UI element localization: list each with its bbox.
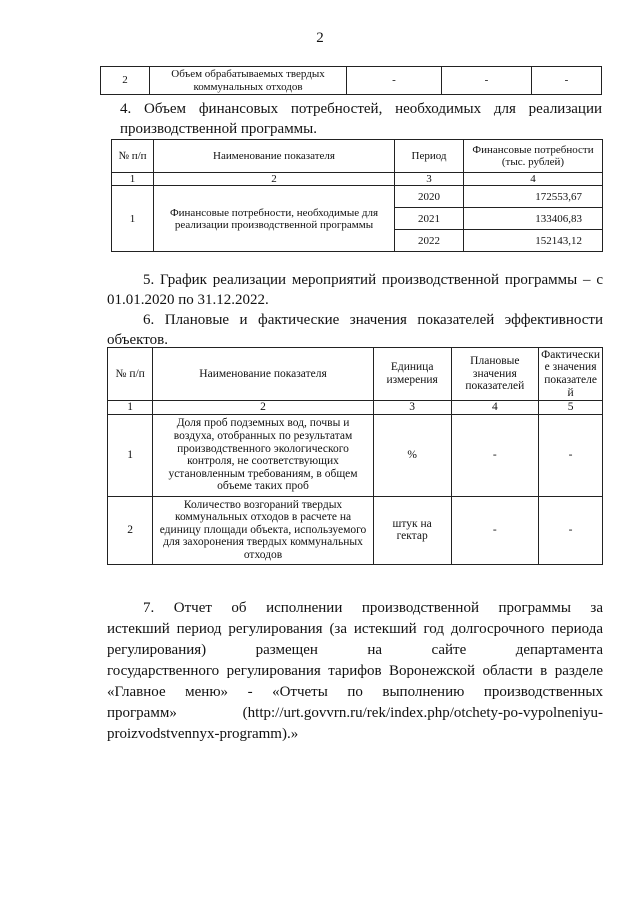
table-cell: 2 bbox=[101, 67, 150, 95]
table-cell: штук на гектар bbox=[373, 496, 451, 564]
table-cell: 2 bbox=[108, 496, 153, 564]
table-cell: 152143,12 bbox=[464, 230, 603, 252]
column-number-row bbox=[112, 173, 603, 186]
table-cell: - bbox=[451, 414, 539, 496]
table-cell: 2021 bbox=[395, 208, 464, 230]
section-6-line-2: объектов. bbox=[107, 332, 168, 348]
section-6-line-1: 6. Плановые и фактические значения показателей эффективности bbox=[143, 312, 603, 328]
table-cell: - bbox=[539, 496, 603, 564]
section-7-line-5: «Главное меню» - «Отчеты по выполнению производственных bbox=[107, 684, 603, 700]
table-cell: Объем обрабатываемых твердых коммунальных отходов bbox=[150, 67, 347, 95]
section-7-line-2: истекший период регулирования (за истекший год долгосрочного периода bbox=[107, 621, 603, 637]
table-cell: - bbox=[451, 496, 539, 564]
table-cell: 5 bbox=[539, 401, 603, 415]
efficiency-indicators-table bbox=[107, 347, 603, 565]
page-number: 2 bbox=[316, 30, 324, 46]
header-cell: Наименование показателя bbox=[154, 140, 395, 173]
section-4-line-1: 4. Объем финансовых потребностей, необходимых для реализации bbox=[120, 101, 602, 117]
table-cell: 2 bbox=[154, 173, 395, 186]
table-header-row bbox=[112, 140, 603, 173]
section-7-line-1: 7. Отчет об исполнении производственной программы за bbox=[143, 600, 603, 616]
table-continuation bbox=[100, 66, 602, 95]
table-cell: 1 bbox=[112, 173, 154, 186]
section-7-line-3: регулирования) размещен на сайте департамента bbox=[107, 642, 603, 658]
table-cell: - bbox=[532, 67, 602, 95]
table-cell: 3 bbox=[395, 173, 464, 186]
header-cell: Единица измерения bbox=[373, 348, 451, 401]
header-cell: Наименование показателя bbox=[153, 348, 373, 401]
table-row bbox=[108, 414, 603, 496]
table-cell: - bbox=[442, 67, 532, 95]
table-cell: Финансовые потребности, необходимые для реализации производственной программы bbox=[154, 186, 395, 252]
table-cell: 172553,67 bbox=[464, 186, 603, 208]
table-row bbox=[108, 496, 603, 564]
header-cell: № п/п bbox=[108, 348, 153, 401]
table-cell: 133406,83 bbox=[464, 208, 603, 230]
table-cell: 1 bbox=[108, 401, 153, 415]
section-5-line-1: 5. График реализации мероприятий производственной программы – с bbox=[143, 272, 603, 288]
section-7-line-4: государственного регулирования тарифов Воронежской области в разделе bbox=[107, 663, 603, 679]
table-cell: 2 bbox=[153, 401, 373, 415]
table-cell: 2020 bbox=[395, 186, 464, 208]
table-cell: 4 bbox=[451, 401, 539, 415]
table-cell: 4 bbox=[464, 173, 603, 186]
table-cell: 1 bbox=[108, 414, 153, 496]
table-cell: Количество возгораний твердых коммунальных отходов в расчете на единицу площади объекта, используемого для захоронения твердых коммунальных отходов bbox=[153, 496, 373, 564]
table-cell: 2022 bbox=[395, 230, 464, 252]
table-cell: 1 bbox=[112, 186, 154, 252]
table-row bbox=[112, 186, 603, 208]
table-cell: - bbox=[347, 67, 442, 95]
table-cell: % bbox=[373, 414, 451, 496]
table-header-row bbox=[108, 348, 603, 401]
column-number-row bbox=[108, 401, 603, 415]
header-cell: № п/п bbox=[112, 140, 154, 173]
header-cell: Финансовые потребности (тыс. рублей) bbox=[464, 140, 603, 173]
financial-needs-table bbox=[111, 139, 603, 252]
section-7-line-6: программ» (http://urt.govvrn.ru/rek/index.php/otchety-po-vypolneniyu- bbox=[107, 705, 603, 721]
table-cell: 3 bbox=[373, 401, 451, 415]
header-cell: Плановые значения показателей bbox=[451, 348, 539, 401]
section-5-line-2: 01.01.2020 по 31.12.2022. bbox=[107, 292, 269, 308]
table-cell: - bbox=[539, 414, 603, 496]
section-4-line-2: производственной программы. bbox=[120, 121, 318, 137]
table-cell: Доля проб подземных вод, почвы и воздуха, отобранных по результатам производственного экологического контроля, не соответствующих установленным требованиям, в общем объеме таких проб bbox=[153, 414, 373, 496]
header-cell: Период bbox=[395, 140, 464, 173]
header-cell: Фактически е значения показателе й bbox=[539, 348, 603, 401]
table-row bbox=[101, 67, 602, 95]
section-7-line-7: proizvodstvennyx-programm).» bbox=[107, 726, 299, 742]
